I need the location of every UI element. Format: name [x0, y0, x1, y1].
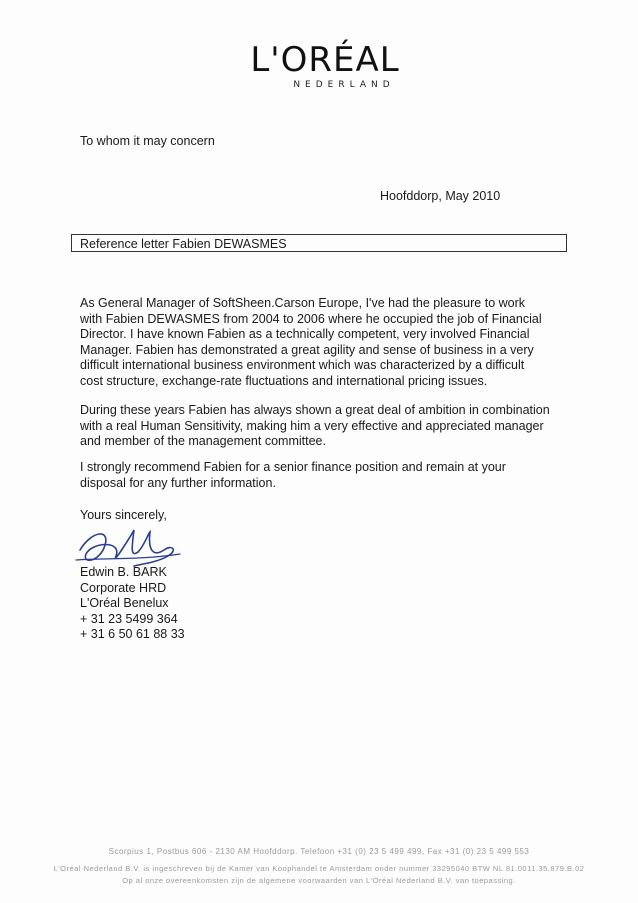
signatory-phone-1: + 31 23 5499 364 — [80, 611, 178, 626]
body-paragraph-2: During these years Fabien has always shown a great deal of ambition in combination with a real Human Sensitivity, making him a very effective and appreciated manager and member of the management committee. — [80, 403, 550, 448]
salutation: To whom it may concern — [80, 134, 215, 148]
company-logo — [215, 42, 435, 90]
signatory-company: L'Oréal Benelux — [80, 596, 169, 610]
logo-subbrand: NEDERLAND — [293, 80, 395, 90]
footer-registration: L'Oréal Nederland B.V. is ingeschreven bij de Kamer van Koophandel te Amsterdam onder nummer 33295040 BTW NL 81.0011.35.879.B.02 — [53, 864, 585, 873]
logo-brand: L'ORÉAL — [250, 40, 400, 80]
dateline: Hoofddorp, May 2010 — [380, 189, 501, 203]
signatory-phone-2: + 31 6 50 61 88 33 — [80, 627, 185, 641]
footer-terms: Op al onze overeenkomsten zijn de algemene voorwaarden van L'Oréal Nederland B.V. van toepassing. — [122, 876, 516, 885]
closing: Yours sincerely, — [80, 508, 167, 522]
signature-block — [80, 565, 185, 643]
signatory-title: Corporate HRD — [80, 580, 167, 595]
body-paragraph-3: I strongly recommend Fabien for a senior finance position and remain at your disposal for any further information. — [80, 460, 506, 490]
signatory-name: Edwin B. BARK — [80, 565, 167, 579]
footer-address: Scorpius 1, Postbus 606 - 2130 AM Hoofddorp. Telefoon +31 (0) 23 5 499 499, Fax +31 (0) 23 5 499 553 — [108, 847, 530, 856]
body-paragraph-1: As General Manager of SoftSheen.Carson Europe, I've had the pleasure to work with Fabien DEWASMES from 2004 to 2006 where he occupied the job of Financial Director. I have known Fabien as a technically competent, very involved Financial Manager. Fabien has demonstrated a great agility and sense of business in a very difficult international business environment which was characterized by a difficult cost structure, exchange-rate fluctuations and international pricing issues. — [80, 296, 542, 388]
subject-line: Reference letter Fabien DEWASMES — [71, 234, 567, 252]
handwritten-signature — [72, 520, 187, 570]
